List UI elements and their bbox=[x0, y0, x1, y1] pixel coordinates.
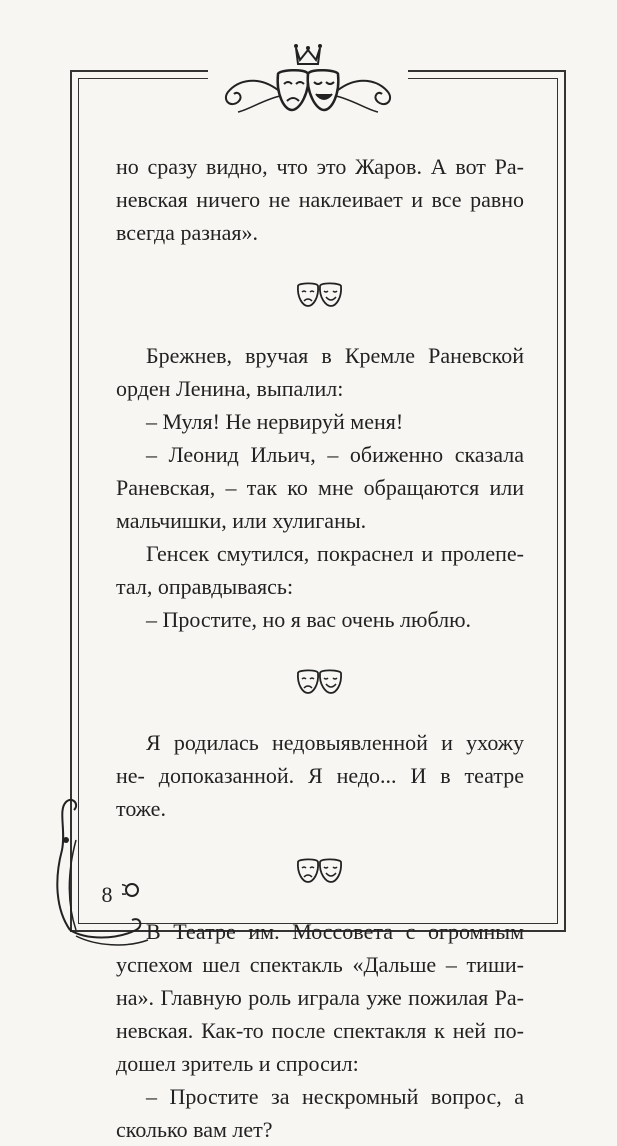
paragraph: – Простите за нескромный вопрос, а сколько вам лет? bbox=[116, 1084, 524, 1142]
theatre-masks-crown-icon bbox=[208, 30, 408, 130]
section-divider bbox=[116, 825, 524, 915]
paragraph: Я родилась недовыявленной и ухожу не- допоказанной. Я недо... И в театре тоже. bbox=[116, 730, 525, 821]
theatre-masks-icon bbox=[295, 667, 345, 695]
paragraph: – Муля! Не нервируй меня! bbox=[146, 409, 404, 434]
theatre-masks-icon bbox=[295, 280, 345, 308]
text-section-2 bbox=[116, 339, 524, 636]
paragraph: В Театре им. Моссовета с огромным успехом шел спектакль «Дальше – тиши- на». Главную роль играла уже пожилая Ра- невская. Как-то после спектакля к ней по- дошел зритель и спросил: bbox=[116, 919, 524, 1076]
text-section-4 bbox=[116, 915, 524, 1146]
paragraph: но сразу видно, что это Жаров. А вот Ра- невская ничего не наклеивает и все равно всегда разная». bbox=[116, 154, 524, 245]
section-divider bbox=[116, 249, 524, 339]
header-ornament bbox=[208, 30, 408, 130]
page-number: 8 bbox=[92, 880, 122, 910]
section-divider bbox=[116, 636, 524, 726]
paragraph: Генсек смутился, покраснел и пролепе- тал, оправдываясь: bbox=[116, 541, 524, 599]
paragraph: – Леонид Ильич, – обиженно сказала Раневская, – так ко мне обращаются или мальчишки, или хулиганы. bbox=[116, 442, 524, 533]
paragraph: Брежнев, вручая в Кремле Раневской орден Ленина, выпалил: bbox=[116, 343, 524, 401]
page-content bbox=[116, 150, 524, 1146]
paragraph: – Простите, но я вас очень люблю. bbox=[146, 607, 472, 632]
text-section-3 bbox=[116, 726, 524, 825]
text-section-1 bbox=[116, 150, 524, 249]
theatre-masks-icon bbox=[295, 856, 345, 884]
